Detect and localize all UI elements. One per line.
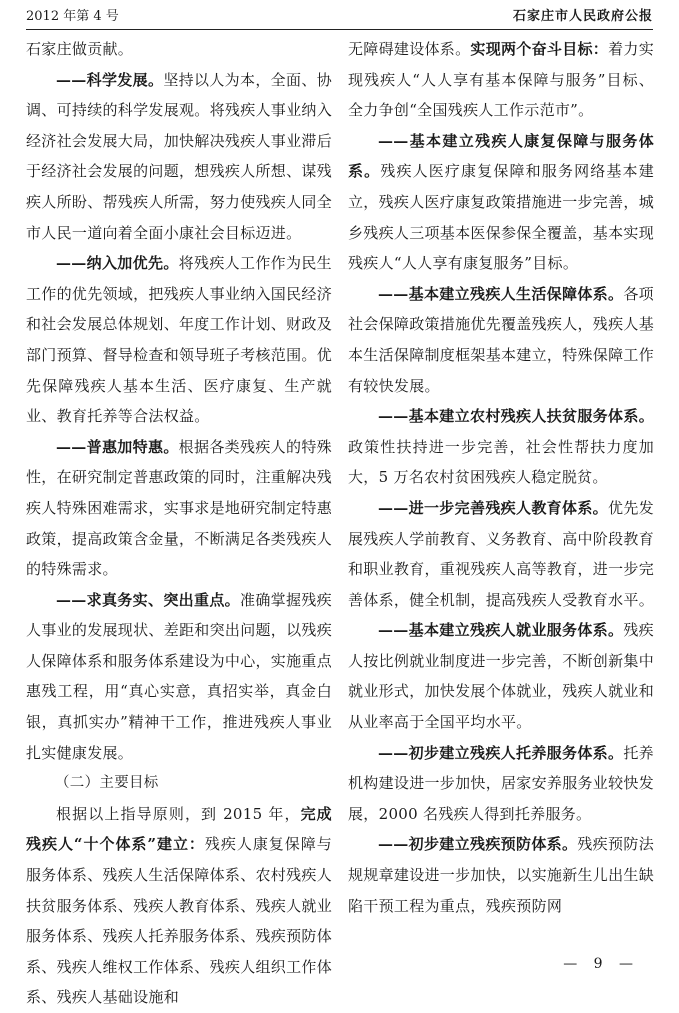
paragraph-title: 实现两个奋斗目标： [470,40,609,58]
paragraph-title: ——求真务实、突出重点。 [56,590,240,609]
paragraph-text: 托养机构建设进一步加快，居家安养服务业较快发展，2000 名残疾人得到托养服务。 [348,743,655,823]
section-subheading: （二）主要目标 [55,775,159,792]
page-number: — 9 — [563,956,639,972]
right-column [348,34,654,921]
paragraph [26,34,332,65]
paragraph [26,585,332,769]
paragraph-text: 各项社会保障政策措施优先覆盖残疾人，残疾人基本生活保障制度框架基本建立，特殊保障工作有较快发展。 [348,284,655,395]
paragraph [26,65,332,249]
paragraph-title: ——初步建立残疾预防体系。 [378,835,578,854]
paragraph [348,279,654,401]
page-header [26,6,653,28]
paragraph-text: 残疾预防法规规章建设进一步加快，以实施新生儿出生缺陷干预工程为重点，残疾预防网 [348,835,655,915]
paragraph-text: 残疾人康复保障与服务体系、残疾人生活保障体系、农村残疾人扶贫服务体系、残疾人教育体系、残疾人就业服务体系、残疾人托养服务体系、残疾预防体系、残疾人维权工作体系、残疾人组织工作体系、残疾人基础设施和 [26,835,333,1007]
paragraph-title: 完成残疾人“十个体系”建立： [26,804,332,854]
paragraph-title: ——科学发展。 [56,70,164,89]
paragraph-text: 残疾人按比例就业制度进一步完善，不断创新集中就业形式，加快发展个体就业，残疾人就业和从业率高于全国平均水平。 [348,621,655,732]
paragraph-title: ——普惠加特惠。 [56,437,179,456]
paragraph-text: 将残疾人工作作为民生工作的优先领域，把残疾人事业纳入国民经济和社会发展总体规划、年度工作计划、财政及部门预算、督导检查和领导班子考核范围。优先保障残疾人基本生活、医疗康复、生产就业、教育托养等合法权益。 [26,254,333,426]
paragraph [348,738,654,830]
paragraph-text: 残疾人医疗康复保障和服务网络基本建立，残疾人医疗康复政策措施进一步完善，城乡残疾人三项基本医保参保全覆盖，基本实现残疾人“人人享有康复服务”目标。 [348,162,655,273]
paragraph-text: 根据各类残疾人的特殊性，在研究制定普惠政策的同时，注重解决残疾人特殊困难需求，实事求是地研究制定特惠政策，提高政策含金量，不断满足各类残疾人的特殊需求。 [26,437,333,579]
paragraph [26,799,332,1013]
paragraph [348,493,654,615]
paragraph [348,34,654,126]
paragraph [348,401,654,493]
paragraph-text: 根据以上指导原则，到 2015 年， [56,804,301,823]
paragraph-title: ——初步建立残疾人托养服务体系。 [378,743,624,762]
left-column [26,34,332,1013]
paragraph-text: 政策性扶持进一步完善，社会性帮扶力度加大，5 万名农村贫困残疾人稳定脱贫。 [348,437,654,487]
paragraph-text: 无障碍建设体系。 [348,40,471,58]
paragraph-text: 优先发展残疾人学前教育、义务教育、高中阶段教育和职业教育，重视残疾人高等教育，进一步完善体系，健全机制，提高残疾人受教育水平。 [348,498,655,609]
paragraph-title: ——基本建立残疾人就业服务体系。 [378,621,624,640]
paragraph [26,432,332,585]
paragraph-title: ——纳入加优先。 [56,254,179,273]
paragraph-title: ——基本建立残疾人生活保障体系。 [378,284,624,303]
paragraph-text: 准确掌握残疾人事业的发展现状、差距和突出问题，以残疾人保障体系和服务体系建设为中心，实施重点惠残工程，用“真心实意，真招实举，真金白银，真抓实办”精神干工作，推进残疾人事业扎实健康发展。 [26,590,333,762]
paragraph [348,615,654,737]
paragraph-text: 坚持以人为本，全面、协调、可持续的科学发展观。将残疾人事业纳入经济社会发展大局，加快解决残疾人事业滞后于经济社会发展的问题，想残疾人所想、谋残疾人所盼、帮残疾人所需，努力使残疾人同全市人民一道向着全面小康社会目标迈进。 [26,70,333,242]
paragraph-text: 石家庄做贡献。 [26,40,134,58]
journal-title: 石家庄市人民政府公报 [512,9,653,24]
paragraph-title: ——进一步完善残疾人教育体系。 [378,498,609,517]
paragraph-title: ——基本建立残疾人康复保障与服务体系。 [348,131,654,181]
paragraph [348,126,654,279]
header-divider [26,29,653,30]
paragraph-text: 着力实现残疾人“人人享有基本保障与服务”目标、全力争创“全国残疾人工作示范市”。 [348,40,655,120]
issue-label: 2012 年第 4 号 [26,9,119,24]
paragraph-title: ——基本建立农村残疾人扶贫服务体系。 [378,407,654,426]
paragraph [26,248,332,432]
paragraph [348,829,654,921]
